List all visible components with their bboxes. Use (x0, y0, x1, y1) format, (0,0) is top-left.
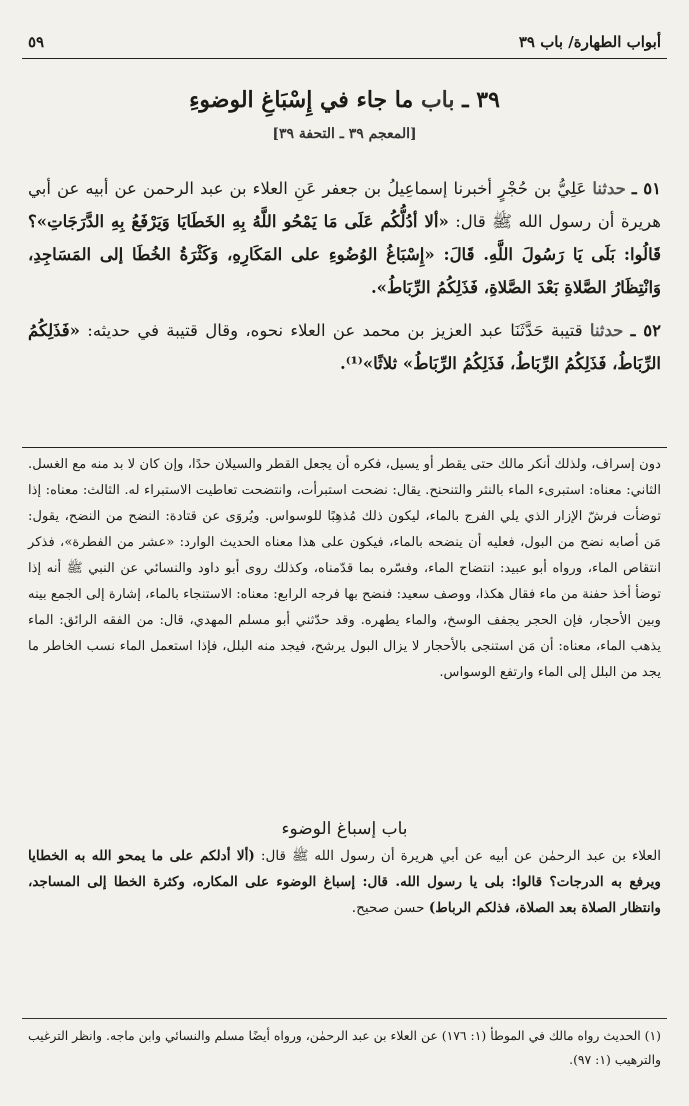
section-body (28, 843, 661, 921)
header-rule (22, 58, 667, 59)
chapter-heading: ما جاء في إِسْبَاغِ الوضوءِ (189, 87, 414, 113)
hadith-number: ٥١ ـ (631, 179, 661, 198)
page-number: ٥٩ (28, 33, 45, 51)
section-grade: حسن صحيح. (351, 900, 425, 916)
running-head-title: أبواب الطهارة/ باب ٣٩ (518, 33, 661, 51)
commentary-block (28, 452, 661, 686)
chapter-title (40, 84, 649, 116)
section-lead: العلاء بن عبد الرحمٰن عن أبيه عن أبي هريرة أن رسول الله ﷺ قال: (260, 848, 661, 864)
section-divider (22, 447, 667, 448)
hadith-52 (28, 314, 661, 380)
chapter-reference: [المعجم ٣٩ ـ التحفة ٣٩] (272, 126, 417, 142)
hadith-51 (28, 172, 661, 304)
running-head (28, 26, 661, 58)
chapter-keyword: باب (420, 87, 455, 113)
hadith-matn: «فَذَلِكُمُ الرِّبَاطُ، فَذَلِكُمُ الرِّبَاطُ، فَذَلِكُمُ الرِّبَاطُ» ثلاثًا»⁽¹⁾. (28, 321, 661, 373)
hadith-number: ٥٢ ـ (630, 321, 662, 340)
hadith-text (28, 172, 661, 380)
section-quote: (ألا أدلكم على ما يمحو الله به الخطايا ويرفع به الدرجات؟ قالوا: بلى يا رسول الله. قال: إسباغ الوضوء على المكاره، وكثرة الخطا إلى المساجد، وانتظار الصلاة بعد الصلاة، فذلكم الرباط) (28, 848, 661, 916)
footnote-text: (١) الحديث رواه مالك في الموطأ (١: ١٧٦) عن العلاء بن عبد الرحمٰن، ورواه أيضًا مسلم والنسائي وابن ماجه. وانظر الترغيب والترهيب (١: ٩٧). (28, 1028, 661, 1067)
narration-keyword: حدثنا (589, 321, 624, 340)
hadith-chain: قتيبة حَدَّثَنَا عبد العزيز بن محمد عن العلاء نحوه، وقال قتيبة في حديثه: (87, 321, 583, 340)
chapter-number: ٣٩ ـ (462, 87, 500, 113)
section-title: باب إسباغ الوضوء (281, 819, 408, 839)
narration-keyword: حدثنا (592, 179, 626, 198)
hadith-chain: عَلِيُّ بن حُجْرٍ أخبرنا إسماعِيلُ بن جعفر عَنِ العلاء بن عبد الرحمن عن أبيه عن أبي هريرة أن رسول الله ﷺ قال: (28, 179, 661, 231)
section-paragraph (28, 843, 661, 921)
footnote-block (28, 1024, 661, 1072)
footnote-rule (22, 1018, 667, 1019)
hadith-matn: «ألا أدُلُّكُم عَلَى مَا يَمْحُو اللَّهُ بِهِ الخَطَايَا وَيَرْفَعُ بِهِ الدَّرَجَاتِ»؟ قَالُوا: بَلَى يَا رَسُولَ اللَّهِ. قَالَ: «إِسْبَاغُ الوُضُوءِ على المَكَارِهِ، وَكَثْرَةُ الخُطَا إلى المَسَاجِدِ، وَانْتِظَارُ الصَّلاةِ بَعْدَ الصَّلاةِ، فَذَلِكُمُ الرِّبَاطُ». (28, 212, 661, 297)
commentary-text: دون إسراف، ولذلك أنكر مالك حتى يقطر أو يسيل، فكره أن يجعل القطر والسيلان حدًا، وإن كان لا بد منه مع الغسل. الثاني: معناه: استبرىء الماء بالنثر والتنحنح. يقال: نضحت استبرأت، وانتضحت تعاطيت الاستبراء له. الثالث: معناه: إذا توضأت فرشّ الإزار الذي يلي الفرج بالماء، ليكون ذلك مُذهِبًا للوسواس. ويُروَى عن قتادة: النضح من النضح، يقول: مَن أصابه نضح من البول، فعليه أن ينضحه بالماء، فيكون على هذا معناه الحديث الوارد: «عشر من الفطرة»، فذكر انتقاص الماء، ورواه أبو عبيد: انتضاح الماء، وفسّره بما قدّمناه، وكذلك روى أبو داود والنسائي عن النبي ﷺ أنه إذا توضأ أخذ حفنة من ماء فقال هكذا، ووصف سعيد: فنضح بها فرجه الرابع: معناه: الاستنجاء بالماء، إشارة إلى الجمع بينه وبين الأحجار، فإن الحجر يجفف الوسخ، والماء يطهره. وقد حدّثني أبو مسلم المهدي، قال: من الفقه الرائق: الماء يذهب الماء، معناه: أن مَن استنجى بالأحجار لا يزال البول يرشح، فيجد منه البلل، فإذا استعمل الماء نسب الخاطر ما يجد من البلل إلى الماء وارتفع الوسواس. (28, 457, 661, 680)
